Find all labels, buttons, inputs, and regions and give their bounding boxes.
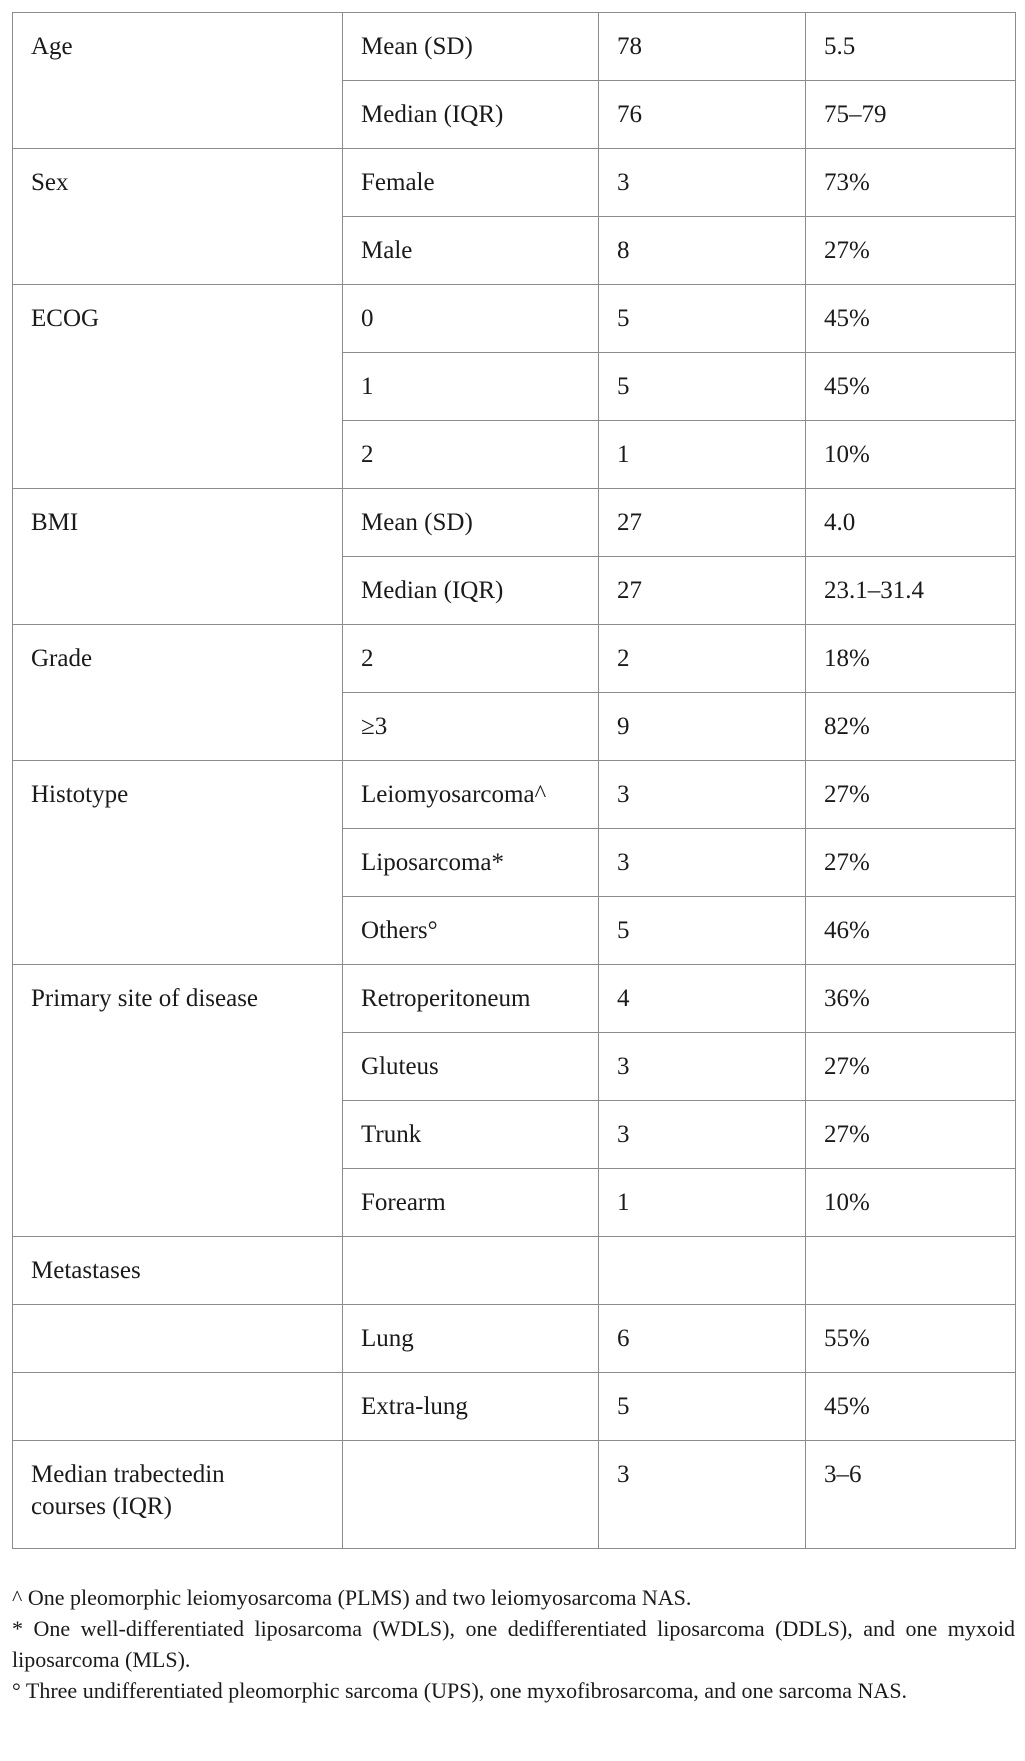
footnote-degree: ° Three undifferentiated pleomorphic sarcoma (UPS), one myxofibrosarcoma, and one sarcoma NAS. bbox=[12, 1678, 908, 1703]
category-cell: Female bbox=[343, 149, 599, 217]
row-group-label: Histotype bbox=[13, 761, 343, 965]
table-row bbox=[13, 761, 1016, 829]
category-cell: 2 bbox=[343, 625, 599, 693]
value-cell: 73% bbox=[806, 149, 1016, 217]
category-cell: 1 bbox=[343, 353, 599, 421]
n-cell: 1 bbox=[599, 1169, 806, 1237]
table-row bbox=[13, 1373, 1016, 1441]
n-cell: 1 bbox=[599, 421, 806, 489]
table-row bbox=[13, 285, 1016, 353]
n-cell: 8 bbox=[599, 217, 806, 285]
category-cell bbox=[343, 1237, 599, 1305]
n-cell: 78 bbox=[599, 13, 806, 81]
patient-characteristics-table bbox=[12, 12, 1016, 1549]
value-cell: 36% bbox=[806, 965, 1016, 1033]
category-cell: Lung bbox=[343, 1305, 599, 1373]
n-cell: 5 bbox=[599, 353, 806, 421]
category-cell: 2 bbox=[343, 421, 599, 489]
n-cell: 5 bbox=[599, 285, 806, 353]
value-cell: 45% bbox=[806, 353, 1016, 421]
n-cell: 3 bbox=[599, 1441, 806, 1549]
n-cell: 27 bbox=[599, 557, 806, 625]
label-line-1: Median trabectedin bbox=[31, 1461, 225, 1488]
n-cell bbox=[599, 1237, 806, 1305]
category-cell: ≥3 bbox=[343, 693, 599, 761]
value-cell: 45% bbox=[806, 285, 1016, 353]
table-row bbox=[13, 1237, 1016, 1305]
category-cell: Mean (SD) bbox=[343, 13, 599, 81]
value-cell: 10% bbox=[806, 1169, 1016, 1237]
table-body bbox=[13, 13, 1016, 1549]
value-cell: 10% bbox=[806, 421, 1016, 489]
table-row bbox=[13, 149, 1016, 217]
category-cell: Leiomyosarcoma^ bbox=[343, 761, 599, 829]
value-cell: 27% bbox=[806, 829, 1016, 897]
table-row bbox=[13, 625, 1016, 693]
label-line-2: courses (IQR) bbox=[31, 1493, 172, 1520]
value-cell: 18% bbox=[806, 625, 1016, 693]
category-cell: 0 bbox=[343, 285, 599, 353]
footnote-caret: ^ One pleomorphic leiomyosarcoma (PLMS) and two leiomyosarcoma NAS. bbox=[12, 1585, 692, 1610]
category-cell: Male bbox=[343, 217, 599, 285]
category-cell: Liposarcoma* bbox=[343, 829, 599, 897]
value-cell: 3–6 bbox=[806, 1441, 1016, 1549]
row-group-label bbox=[13, 1441, 343, 1549]
category-cell: Extra-lung bbox=[343, 1373, 599, 1441]
n-cell: 5 bbox=[599, 897, 806, 965]
row-group-label: Metastases bbox=[13, 1237, 343, 1305]
footnote-asterisk: * One well-differentiated liposarcoma (WDLS), one dedifferentiated liposarcoma (DDLS), and one myxoid liposarcoma (MLS). bbox=[12, 1616, 1015, 1672]
table-row bbox=[13, 13, 1016, 81]
n-cell: 3 bbox=[599, 1033, 806, 1101]
n-cell: 3 bbox=[599, 761, 806, 829]
row-group-label: ECOG bbox=[13, 285, 343, 489]
category-cell: Median (IQR) bbox=[343, 557, 599, 625]
n-cell: 27 bbox=[599, 489, 806, 557]
category-cell: Retroperitoneum bbox=[343, 965, 599, 1033]
n-cell: 9 bbox=[599, 693, 806, 761]
row-group-label: BMI bbox=[13, 489, 343, 625]
characteristics-table-container bbox=[12, 12, 1015, 1549]
n-cell: 3 bbox=[599, 1101, 806, 1169]
table-row bbox=[13, 965, 1016, 1033]
row-group-label: Age bbox=[13, 13, 343, 149]
n-cell: 4 bbox=[599, 965, 806, 1033]
table-row bbox=[13, 489, 1016, 557]
category-cell: Trunk bbox=[343, 1101, 599, 1169]
category-cell bbox=[343, 1441, 599, 1549]
category-cell: Median (IQR) bbox=[343, 81, 599, 149]
value-cell: 27% bbox=[806, 761, 1016, 829]
table-row bbox=[13, 1305, 1016, 1373]
value-cell: 45% bbox=[806, 1373, 1016, 1441]
n-cell: 3 bbox=[599, 829, 806, 897]
value-cell: 75–79 bbox=[806, 81, 1016, 149]
n-cell: 5 bbox=[599, 1373, 806, 1441]
row-group-label: Sex bbox=[13, 149, 343, 285]
row-group-label bbox=[13, 1305, 343, 1373]
category-cell: Others° bbox=[343, 897, 599, 965]
table-footnotes bbox=[12, 1582, 1015, 1706]
category-cell: Mean (SD) bbox=[343, 489, 599, 557]
category-cell: Forearm bbox=[343, 1169, 599, 1237]
value-cell: 82% bbox=[806, 693, 1016, 761]
value-cell: 55% bbox=[806, 1305, 1016, 1373]
value-cell bbox=[806, 1237, 1016, 1305]
category-cell: Gluteus bbox=[343, 1033, 599, 1101]
value-cell: 27% bbox=[806, 217, 1016, 285]
value-cell: 27% bbox=[806, 1101, 1016, 1169]
value-cell: 23.1–31.4 bbox=[806, 557, 1016, 625]
row-group-label: Grade bbox=[13, 625, 343, 761]
n-cell: 2 bbox=[599, 625, 806, 693]
n-cell: 6 bbox=[599, 1305, 806, 1373]
value-cell: 5.5 bbox=[806, 13, 1016, 81]
value-cell: 4.0 bbox=[806, 489, 1016, 557]
row-group-label: Primary site of disease bbox=[13, 965, 343, 1237]
value-cell: 27% bbox=[806, 1033, 1016, 1101]
row-group-label bbox=[13, 1373, 343, 1441]
n-cell: 3 bbox=[599, 149, 806, 217]
value-cell: 46% bbox=[806, 897, 1016, 965]
table-row bbox=[13, 1441, 1016, 1549]
n-cell: 76 bbox=[599, 81, 806, 149]
